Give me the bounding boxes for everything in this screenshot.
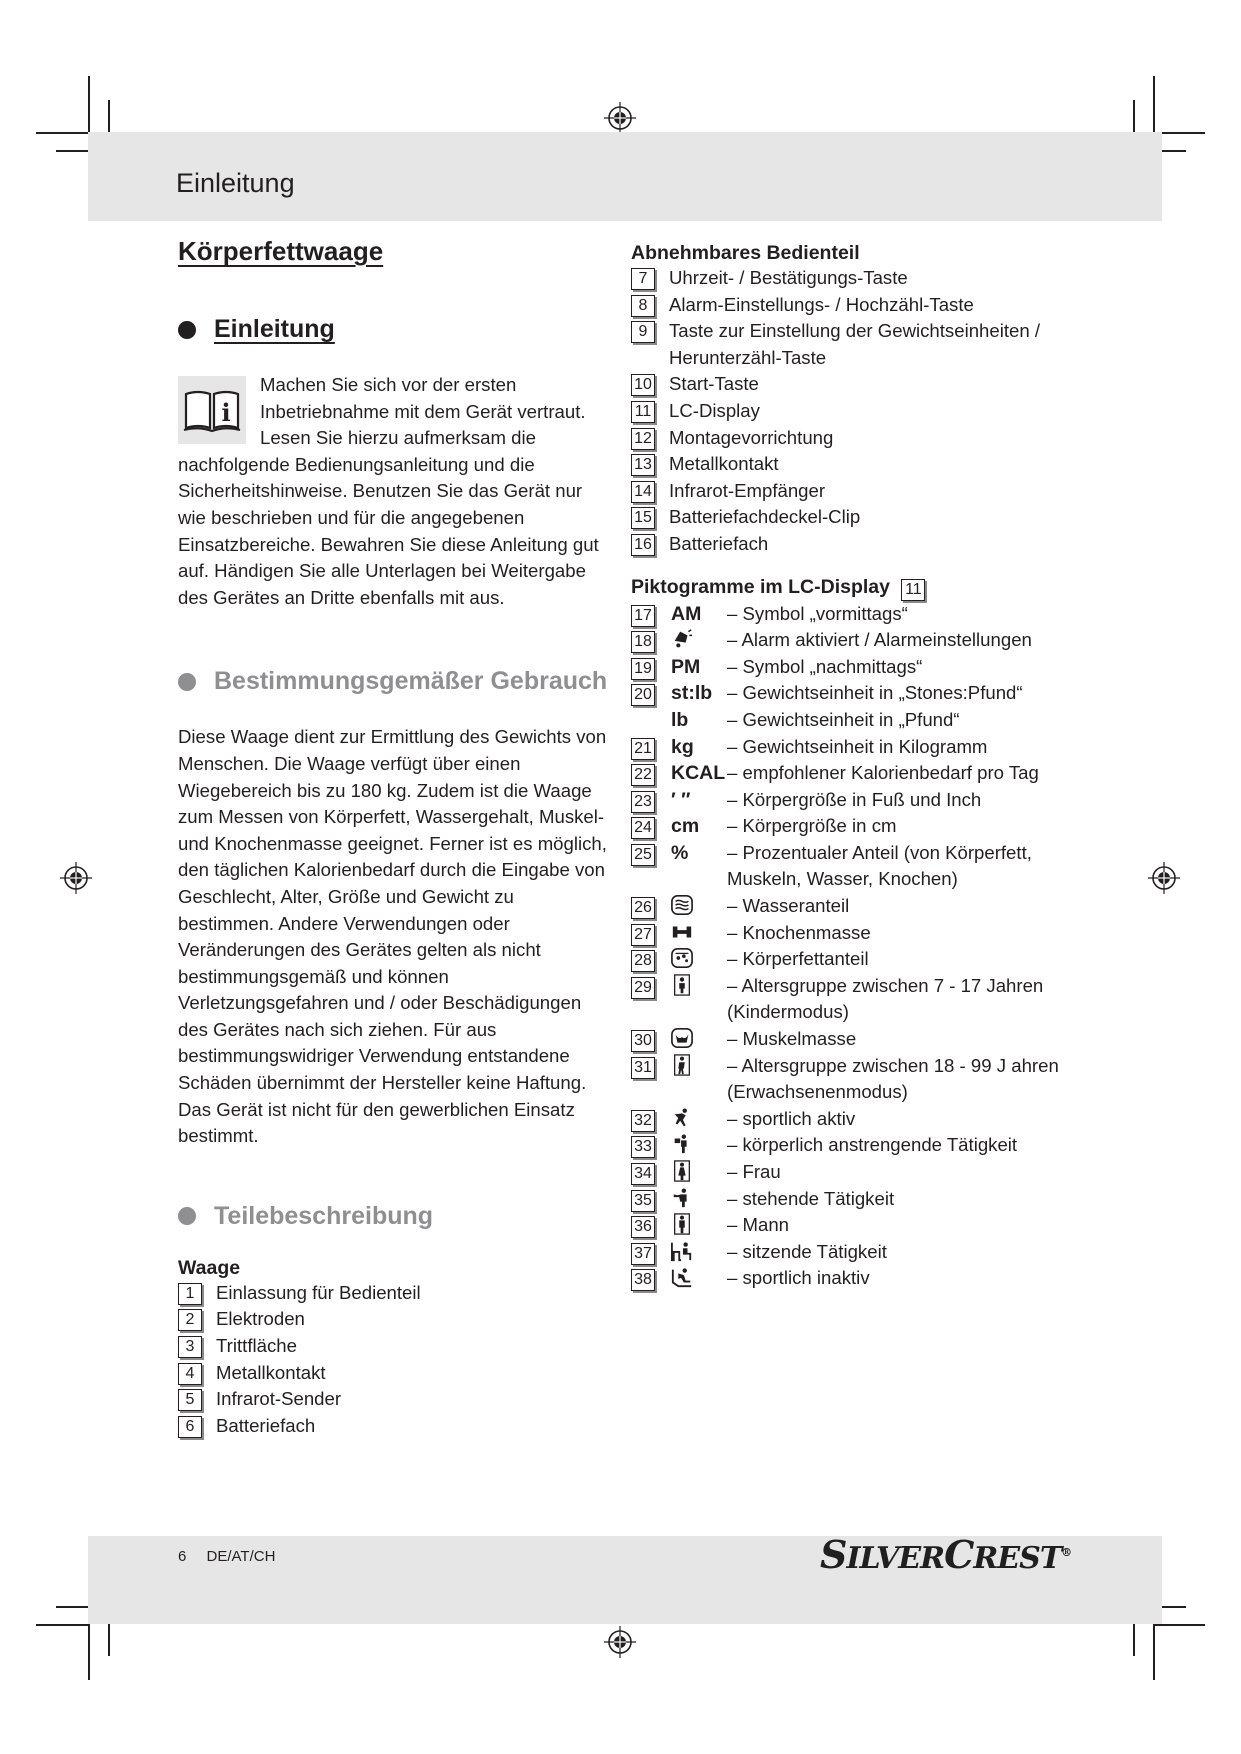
list-item — [631, 504, 1081, 531]
footer-page-info — [178, 1548, 275, 1565]
man-icon — [671, 1212, 727, 1239]
pictogram-number-cell — [631, 1132, 671, 1159]
pictogram-row — [631, 680, 1081, 707]
pictogram-number-box: 38 — [631, 1269, 655, 1291]
brand-letters: ILVER — [846, 1541, 945, 1576]
pictogram-number-box: 34 — [631, 1163, 655, 1185]
waage-parts-list — [178, 1280, 614, 1440]
brand-letter: S — [820, 1532, 847, 1577]
pictogram-row — [631, 1265, 1081, 1292]
pictogram-number-cell — [631, 1239, 671, 1266]
part-label: Start-Taste — [669, 373, 759, 395]
brand-logo — [820, 1532, 1071, 1577]
document-title: Körperfettwaage — [178, 236, 384, 266]
pictogram-number-box: 32 — [631, 1110, 655, 1132]
pictogram-number-cell — [631, 787, 671, 814]
pictogram-row — [631, 920, 1081, 947]
pictogram-symbol: PM — [671, 655, 701, 678]
pictogram-description: – Frau — [727, 1161, 781, 1182]
pictogram-number-cell — [631, 893, 671, 920]
pictogram-symbol: kg — [671, 735, 694, 758]
pictogram-description: – stehende Tätigkeit — [727, 1187, 895, 1209]
registration-mark-icon — [60, 862, 92, 894]
part-label: Batteriefachdeckel-Clip — [669, 506, 861, 528]
sport-inactive-icon — [671, 1265, 727, 1292]
pictogram-row — [631, 627, 1081, 654]
pictogram-symbol: ′ ″ — [671, 788, 691, 811]
pictogram-number-cell — [631, 1186, 671, 1213]
part-number-box: 7 — [631, 268, 655, 290]
pictogram-number-cell — [631, 680, 671, 707]
part-label: Metallkontakt — [216, 1361, 326, 1383]
brand-letter: C — [944, 1532, 974, 1577]
pictogram-number-box: 27 — [631, 924, 655, 946]
list-item — [631, 451, 1081, 478]
bullet-icon — [178, 321, 196, 339]
sport-active-icon — [671, 1106, 727, 1133]
adult-icon — [671, 1053, 727, 1080]
pictogram-symbol: lb — [671, 708, 689, 731]
use-paragraph: Diese Waage dient zur Ermittlung des Gewichts von Menschen. Die Waage verfügt über einen Wiegebereich bis zu 180 kg. Zudem ist die Waage zum Messen von Körperfett, Wassergehalt, Muskel- und Knochenmasse geeignet. Ferner ist es möglich, den täglichen Kalorienbedarf durch die Eingabe von Geschlecht, Alter, Größe und Gewicht zu bestimmen. Andere Verwendungen oder Veränderungen des Gerätes gelten als nicht bestimmungsgemäß und können Verletzungsgefahren und / oder Beschädigungen des Gerätes nach sich ziehen. Für aus bestimmungswidriger Verwendung entstandene Schäden übernimmt der Hersteller keine Haftung. Das Gerät ist nicht für den gewerblichen Einsatz bestimmt. — [178, 726, 607, 1147]
pictogram-row — [631, 840, 1081, 893]
pictogram-description: – Mann — [727, 1214, 790, 1236]
part-number-box: 8 — [631, 295, 655, 317]
svg-text:i: i — [221, 398, 231, 427]
registered-mark: ® — [1061, 1546, 1072, 1559]
part-label: Infrarot-Sender — [216, 1388, 342, 1410]
left-column — [178, 236, 614, 1439]
pictogram-description: – körperlich anstrengende Tätigkeit — [727, 1134, 1018, 1156]
list-item — [631, 371, 1081, 398]
pictogram-row — [631, 1132, 1081, 1159]
list-item — [178, 1333, 614, 1360]
pictogram-description: – empfohlener Kalorienbedarf pro Tag — [727, 762, 1039, 784]
section-heading-text: Bestimmungsgemäßer Gebrauch — [214, 667, 608, 696]
part-label: Alarm-Einstellungs- / Hochzähl-Taste — [669, 293, 974, 315]
part-number-box: 11 — [631, 401, 655, 423]
right-column — [631, 242, 1081, 1292]
list-item — [178, 1306, 614, 1333]
pictogram-description: – Wasseranteil — [727, 895, 850, 917]
part-number-box: 6 — [178, 1416, 202, 1438]
pictogram-description: – sportlich inaktiv — [727, 1267, 870, 1289]
list-item — [631, 265, 1081, 292]
pictogram-number-box: 24 — [631, 817, 655, 839]
pictogram-number-cell — [631, 627, 671, 654]
pictogram-number-cell — [631, 840, 671, 867]
part-number-box: 9 — [631, 321, 655, 343]
crop-mark — [56, 150, 92, 152]
crop-mark — [36, 132, 90, 134]
pictogram-description: – Gewichtseinheit in Kilogramm — [727, 735, 988, 757]
registration-mark-icon — [604, 102, 636, 134]
bone-icon — [671, 920, 727, 947]
pictogram-subheading-text: Piktogramme im LC-Display — [631, 575, 890, 598]
waage-subheading: Waage — [178, 1256, 241, 1279]
pictogram-row — [631, 1186, 1081, 1213]
woman-icon — [671, 1159, 727, 1186]
pictogram-description: – Altersgruppe zwischen 18 - 99 J ahren (Erwachsenenmodus) — [727, 1054, 1059, 1103]
pictogram-number-cell — [631, 760, 671, 787]
pictogram-number-cell — [631, 1265, 671, 1292]
pictogram-description: – Gewichtseinheit in „Pfund“ — [727, 708, 960, 730]
physical-work-icon — [671, 1132, 727, 1159]
pictogram-row — [631, 1106, 1081, 1133]
pictogram-number-cell — [631, 946, 671, 973]
pictogram-number-cell — [631, 1106, 671, 1133]
standing-work-icon — [671, 1186, 727, 1213]
crop-mark — [88, 1624, 90, 1680]
pictogram-row — [631, 707, 1081, 734]
part-number-box: 12 — [631, 428, 655, 450]
pictogram-number-box: 33 — [631, 1136, 655, 1158]
part-label: Montagevorrichtung — [669, 426, 834, 448]
part-number-box: 5 — [178, 1389, 202, 1411]
list-item — [631, 531, 1081, 558]
pictogram-number-box: 19 — [631, 658, 655, 680]
registration-mark-icon — [1148, 862, 1180, 894]
list-item — [178, 1413, 614, 1440]
pictogram-description: – Gewichtseinheit in „Stones:Pfund“ — [727, 682, 1023, 704]
header-title: Einleitung — [176, 168, 295, 198]
pictogram-number-cell — [631, 601, 671, 628]
pictogram-description: – Körperfettanteil — [727, 948, 869, 970]
pictogram-number-box: 20 — [631, 684, 655, 706]
crop-mark — [56, 1606, 92, 1608]
part-label: Infrarot-Empfänger — [669, 479, 826, 501]
pictogram-number-box: 37 — [631, 1243, 655, 1265]
pictogram-row — [631, 946, 1081, 973]
pictogram-number-box: 30 — [631, 1030, 655, 1052]
pictogram-number-cell — [631, 1212, 671, 1239]
part-label: Elektroden — [216, 1308, 305, 1330]
fat-icon — [671, 946, 727, 973]
crop-mark — [1153, 76, 1155, 132]
part-label: Batteriefach — [216, 1414, 316, 1436]
panel-subheading: Abnehmbares Bedienteil — [631, 242, 860, 264]
pictogram-row — [631, 654, 1081, 681]
part-number-box: 10 — [631, 374, 655, 396]
pictogram-row — [631, 1159, 1081, 1186]
list-item — [631, 425, 1081, 452]
part-number-box: 4 — [178, 1363, 202, 1385]
part-label: Uhrzeit- / Bestätigungs-Taste — [669, 267, 908, 288]
panel-parts-list — [631, 265, 1081, 558]
pictogram-symbol: KCAL — [671, 762, 726, 785]
pictogram-number-box: 23 — [631, 791, 655, 813]
intro-paragraph: Machen Sie sich vor der ersten Inbetriebnahme mit dem Gerät vertraut. Lesen Sie hierzu aufmerksam die nachfolgende Bedienungsanleitung und die Sicherheitshinweise. Benutzen Sie das Gerät nur wie beschrieben und für die angegebenen Einsatzbereiche. Bewahren Sie diese Anleitung gut auf. Händigen Sie alle Unterlagen bei Weitergabe des Gerätes an Dritte ebenfalls mit aus. — [178, 374, 599, 608]
intro-block — [178, 372, 614, 611]
sitting-work-icon — [671, 1239, 727, 1266]
part-number-box: 2 — [178, 1309, 202, 1331]
pictogram-description: – sitzende Tätigkeit — [727, 1240, 887, 1262]
pictogram-row — [631, 1212, 1081, 1239]
part-label: Trittfläche — [216, 1335, 297, 1357]
section-heading-text: Teilebeschreibung — [214, 1201, 434, 1230]
list-item — [178, 1280, 614, 1307]
bullet-icon — [178, 673, 196, 691]
pictogram-symbol: AM — [671, 602, 702, 625]
pictogram-row — [631, 1053, 1081, 1106]
list-item — [631, 398, 1081, 425]
info-book-icon — [178, 376, 246, 444]
pictogram-number-cell — [631, 1159, 671, 1186]
list-item — [178, 1360, 614, 1387]
muscle-icon — [671, 1026, 727, 1053]
part-label: Batteriefach — [669, 532, 769, 554]
child-icon — [671, 973, 727, 1000]
section-heading-parts — [178, 1202, 614, 1231]
pictogram-number-cell — [631, 813, 671, 840]
pictogram-number-box: 28 — [631, 950, 655, 972]
pictogram-description: – Alarm aktiviert / Alarmeinstellungen — [727, 629, 1032, 651]
part-number-box: 13 — [631, 454, 655, 476]
crop-mark — [1153, 1624, 1205, 1626]
pictogram-row — [631, 1239, 1081, 1266]
pictogram-description: – Symbol „nachmittags“ — [727, 655, 923, 677]
pictogram-symbol: cm — [671, 815, 700, 838]
pictogram-description: – Körpergröße in Fuß und Inch — [727, 788, 982, 810]
pictogram-number-box: 22 — [631, 764, 655, 786]
list-item — [178, 1386, 614, 1413]
pictogram-number-cell — [631, 654, 671, 681]
pictogram-symbol: st:lb — [671, 682, 713, 705]
part-label: Taste zur Einstellung der Gewichtseinheiten / Herunterzähl-Taste — [669, 320, 1041, 368]
pictogram-description: – Symbol „vormittags“ — [727, 602, 908, 624]
list-item — [631, 318, 1081, 371]
part-label: Metallkontakt — [669, 453, 779, 475]
section-heading-use — [178, 667, 614, 696]
pictogram-description: – Knochenmasse — [727, 921, 871, 943]
pictogram-number-box: 18 — [631, 631, 655, 653]
pictogram-row — [631, 760, 1081, 787]
list-item — [631, 478, 1081, 505]
part-label: LC-Display — [669, 399, 760, 421]
region-code: DE/AT/CH — [206, 1548, 276, 1565]
pictogram-row — [631, 787, 1081, 814]
pictogram-number-box: 26 — [631, 897, 655, 919]
pictogram-row — [631, 813, 1081, 840]
pictogram-subheading — [631, 576, 1081, 601]
pictogram-description: – Muskelmasse — [727, 1028, 857, 1050]
pictogram-number-box: 29 — [631, 977, 655, 999]
header-band — [88, 132, 1162, 221]
bell-icon — [671, 627, 727, 654]
pictogram-number-cell — [631, 1026, 671, 1053]
crop-mark — [36, 1624, 90, 1626]
pictogram-number-box: 21 — [631, 738, 655, 760]
pictogram-number-cell — [631, 920, 671, 947]
pictogram-description: – Altersgruppe zwischen 7 - 17 Jahren (Kindermodus) — [727, 974, 1044, 1023]
registration-mark-icon — [604, 1626, 636, 1658]
pictogram-row — [631, 1026, 1081, 1053]
section-heading-text: Einleitung — [214, 315, 335, 343]
part-number-box: 3 — [178, 1336, 202, 1358]
part-number-box: 1 — [178, 1283, 202, 1305]
water-icon — [671, 893, 727, 920]
pictogram-description: – Prozentualer Anteil (von Körperfett, Muskeln, Wasser, Knochen) — [727, 841, 1032, 890]
pictogram-row — [631, 893, 1081, 920]
crop-mark — [1153, 1624, 1155, 1680]
part-number-box: 16 — [631, 534, 655, 556]
part-label: Einlassung für Bedienteil — [216, 1281, 421, 1303]
bullet-icon — [178, 1207, 196, 1225]
list-item — [631, 292, 1081, 319]
pictogram-list — [631, 601, 1081, 1292]
pictogram-number-cell — [631, 973, 671, 1000]
ref-number-box: 11 — [901, 579, 925, 601]
part-number-box: 15 — [631, 507, 655, 529]
page-number: 6 — [178, 1548, 187, 1565]
section-heading-intro — [178, 315, 614, 344]
pictogram-row — [631, 734, 1081, 761]
pictogram-number-cell — [631, 734, 671, 761]
part-number-box: 14 — [631, 481, 655, 503]
pictogram-description: – sportlich aktiv — [727, 1107, 856, 1129]
pictogram-row — [631, 601, 1081, 628]
pictogram-number-box: 17 — [631, 605, 655, 627]
pictogram-description: – Körpergröße in cm — [727, 815, 897, 837]
crop-mark — [88, 76, 90, 132]
pictogram-number-box: 31 — [631, 1057, 655, 1079]
pictogram-symbol: % — [671, 841, 689, 864]
pictogram-row — [631, 973, 1081, 1026]
pictogram-number-box: 25 — [631, 844, 655, 866]
pictogram-number-cell — [631, 1053, 671, 1080]
brand-letters: REST — [973, 1541, 1062, 1576]
pictogram-number-box: 36 — [631, 1216, 655, 1238]
pictogram-number-box: 35 — [631, 1190, 655, 1212]
